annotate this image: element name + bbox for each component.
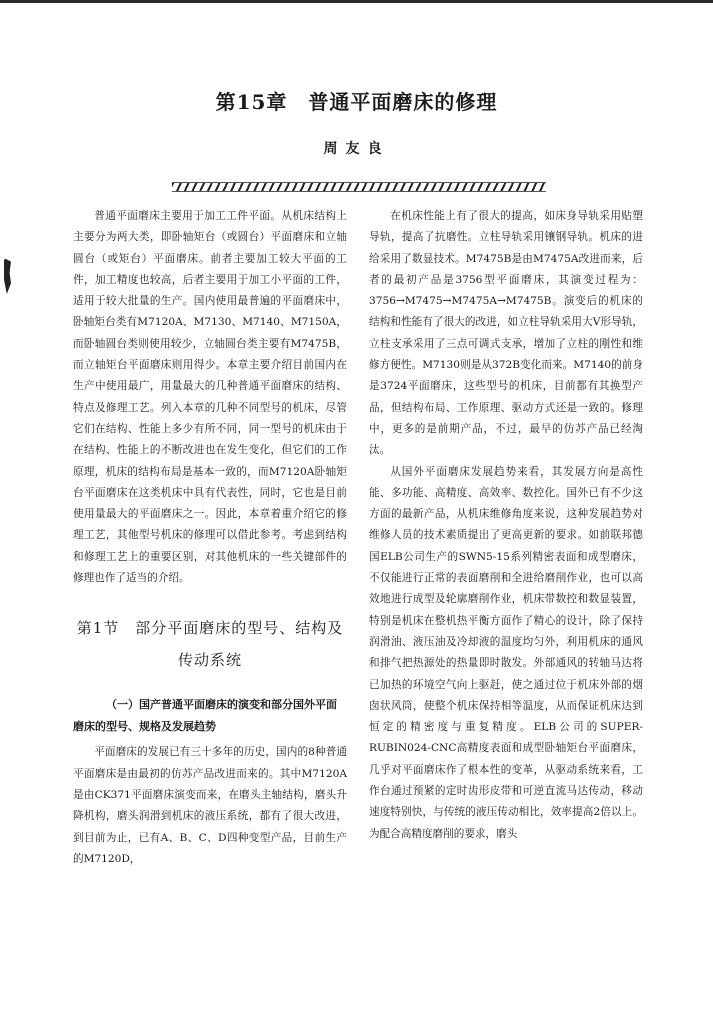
history-paragraph: 平面磨床的发展已有三十多年的历史，国内的8种普通平面磨床是由最初的仿苏产品改进而来的。其中M7120A是由CK371平面磨床演变而来，在磨头主轴结构，磨头升降机构，磨头润滑到机床的液压系统，都有了很大改进，到目前为止，已有A、B、C、D四种变型产品，目前生产的M7120D， bbox=[73, 746, 347, 865]
top-rule bbox=[0, 0, 713, 3]
right-column bbox=[369, 206, 643, 845]
left-column bbox=[73, 206, 347, 870]
chapter-title: 第15章 普通平面磨床的修理 bbox=[215, 90, 498, 114]
author-name: 周友良 bbox=[323, 141, 390, 157]
performance-paragraph: 在机床性能上有了很大的提高，如床身导轨采用贴塑导轨，提高了抗磨性。立柱导轨采用镶钢导轨。机床的进给采用了数显技术。M7475B是由M7475A改进而来，后者的最初产品是3756型平面磨床，其演变过程为：3756→M7475→M7475A→M7475B。演变后的机床的结构和性能有了很大的改进，如立柱导轨采用大V形导轨，立柱支承采用了三点可调式支承，增加了立柱的刚性和维修方便性。M7130则是从372B变化而来。M7140的前身是3724平面磨床，这些型号的机床，目前都有其换型产品，但结构布局、工作原理、驱动方式还是一致的。修理中，更多的是前期产品，不过，最早的仿苏产品已经淘汰。 bbox=[369, 210, 643, 457]
trend-paragraph: 从国外平面磨床发展趋势来看，其发展方向是高性能、多功能、高精度、高效率、数控化。国外已有不少这方面的最新产品，从机床维修角度来说，这种发展趋势对维修人员的技术素质提出了更高更新的要求。如前联邦德国ELB公司生产的SWN5-15系列精密表面和成型磨床，不仅能进行正常的表面磨削和全进给磨削作业，也可以高效地进行成型及轮廓磨削作业，机床带数控和数显装置，特别是机床在整机热平衡方面作了精心的设计，除了保持润滑油、液压油及冷却液的温度均匀外，利用机床的通风和排气把热源处的热量即时散发。外部通风的转轴马达将已加热的环境空气向上驱赶，使之通过位于机床外部的烟囱状风筒，使整个机床保持相等温度，从而保证机床达到恒定的精密度与重复精度。ELB公司的SUPER-RUBIN024-CNC高精度表面和成型卧轴矩台平面磨床，几乎对平面磨床作了根本性的变革，从驱动系统来看，工作台通过预紧的定时齿形皮带和可逆直流马达传动，移动速度特别快，与传统的液压传动相比，效率提高2倍以上。为配合高精度磨削的要求，磨头 bbox=[369, 465, 643, 840]
decorative-divider bbox=[172, 182, 546, 192]
intro-paragraph: 普通平面磨床主要用于加工工件平面。从机床结构上主要分为两大类，即卧轴矩台（或圆台）平面磨床和立轴圆台（或矩台）平面磨床。前者主要加工较大平面的工件，加工精度也较高，后者主要用于加工小平面的工件，适用于较大批量的生产。国内使用最普遍的平面磨床中，卧轴矩台类有M7120A、M7130、M7140、M7150A，而卧轴圆台类则使用较少，立轴圆台类主要有M7475B，而立轴矩台平面磨床则用得少。本章主要介绍目前国内在生产中使用最广，用量最大的几种普通平面磨床的结构、特点及修理工艺。列入本章的几种不同型号的机床，尽管它们在结构、性能上多少有所不同，同一型号的机床由于在结构、性能上的不断改进也在发生变化，但它们的工作原理，机床的结构布局是基本一致的，而M7120A卧轴矩台平面磨床在这类机床中具有代表性，同时，它也是目前使用量最大的平面磨床之一。因此，本章着重介绍它的修理工艺，其他型号机床的修理可以借此参考。考虑到结构和修理工艺上的重要区别，对其他机床的一些关键部件的修理也作了适当的介绍。 bbox=[73, 210, 347, 585]
margin-ink-mark bbox=[4, 258, 11, 294]
subsection-title: （一）国产普通平面磨床的演变和部分国外平面磨床的型号、规格及发展趋势 bbox=[73, 698, 337, 734]
section-title: 第1节 部分平面磨床的型号、结构及传动系统 bbox=[76, 619, 344, 670]
